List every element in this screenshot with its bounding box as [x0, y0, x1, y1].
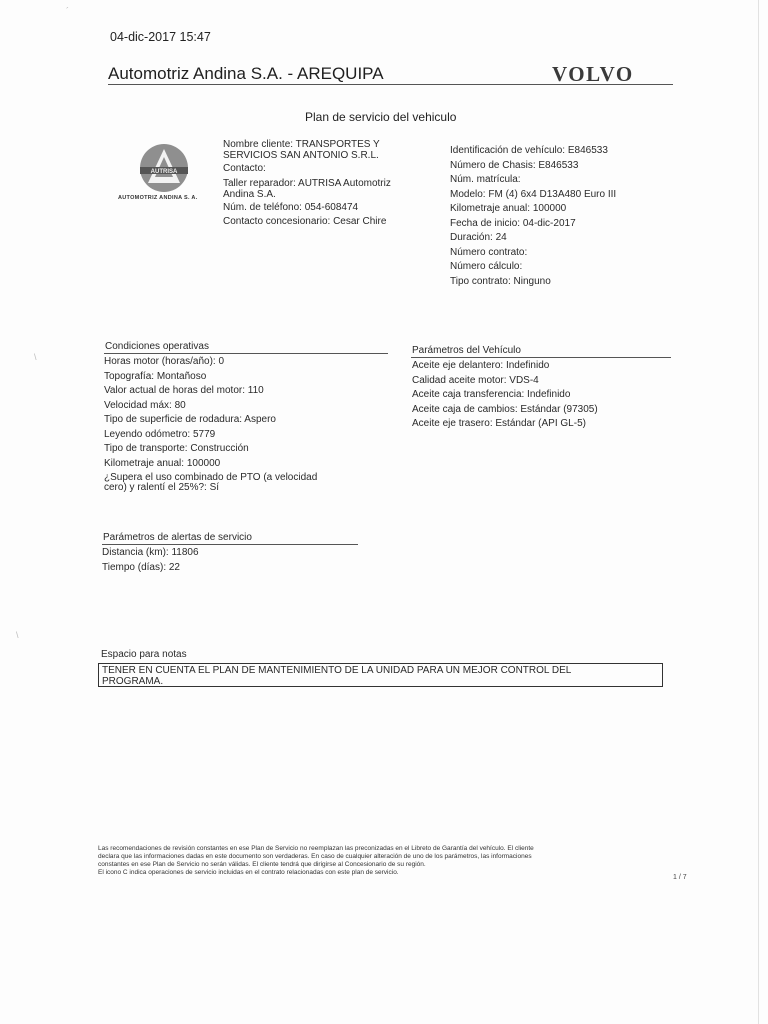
workshop-line2: Andina S.A. [223, 188, 276, 200]
vehicle-param-item: Aceite caja de cambios: Estándar (97305) [412, 403, 598, 415]
print-timestamp: 04-dic-2017 15:47 [110, 30, 211, 44]
client-contact: Contacto: [223, 163, 266, 174]
notes-line1: TENER EN CUENTA EL PLAN DE MANTENIMIENTO DE LA UNIDAD PARA UN MEJOR CONTROL DEL [102, 665, 572, 676]
vehicle-param-item: Aceite eje trasero: Estándar (API GL-5) [412, 418, 586, 429]
footer-line: Las recomendaciones de revisión constantes en ese Plan de Servicio no reemplazan las preconizadas en el Libreto de Garantía del vehículo. El cliente [98, 845, 534, 852]
scan-mark: \ [16, 630, 19, 640]
vehicle-param-item: Aceite caja transferencia: Indefinido [412, 389, 571, 400]
company-name: Automotriz Andina S.A. - AREQUIPA [108, 64, 384, 83]
footer-line: constantes en ese Plan de Servicio no serán válidas. El cliente tendrá que dirigirse al Concesionario de su región. [98, 861, 426, 868]
operating-condition-item: Topografía: Montañoso [104, 370, 207, 382]
pto-question-line1: ¿Supera el uso combinado de PTO (a velocidad [104, 472, 318, 483]
vehicle-plate: Núm. matrícula: [450, 174, 521, 185]
vehicle-param-item: Aceite eje delantero: Indefinido [412, 360, 550, 371]
footer-disclaimer [98, 845, 658, 877]
operating-condition-item: Tipo de transporte: Construcción [104, 443, 249, 454]
logo-caption: AUTOMOTRIZ ANDINA S. A. [118, 195, 198, 201]
vehicle-annual-km: Kilometraje anual: 100000 [450, 203, 567, 214]
calc-number: Número cálculo: [450, 261, 523, 272]
alert-params-rule [102, 544, 358, 545]
client-name-line2: SERVICIOS SAN ANTONIO S.R.L. [223, 150, 379, 161]
pto-question-line2: cero) y ralentí el 25%?: Sí [104, 481, 220, 493]
vehicle-chassis: Número de Chasis: E846533 [450, 159, 579, 171]
notes-box [98, 663, 663, 687]
vehicle-model: Modelo: FM (4) 6x4 D13A480 Euro III [450, 188, 617, 200]
operating-condition-item: Tipo de superficie de rodadura: Aspero [104, 414, 276, 425]
header-divider [108, 84, 673, 85]
contract-number: Número contrato: [450, 246, 528, 258]
alert-params-list [102, 546, 199, 575]
page-margin-line [758, 0, 759, 1024]
alert-time: Tiempo (días): 22 [102, 561, 180, 573]
scan-mark: ´ [66, 6, 69, 16]
operating-condition-item: Kilometraje anual: 100000 [104, 457, 221, 469]
client-name-line1: Nombre cliente: TRANSPORTES Y [223, 139, 380, 150]
client-phone: Núm. de teléfono: 054-608474 [223, 201, 359, 213]
notes-title: Espacio para notas [101, 649, 187, 660]
alert-distance: Distancia (km): 11806 [102, 547, 199, 558]
vehicle-identification: Identificación de vehículo: E846533 [450, 145, 608, 156]
operating-condition-item: Velocidad máx: 80 [104, 399, 186, 411]
logo-text: AUTRISA [150, 169, 178, 175]
page-title: Plan de servicio del vehiculo [305, 110, 457, 124]
page-number: 1 / 7 [673, 874, 687, 881]
footer-line: El icono C indica operaciones de servicio incluidas en el contrato relacionadas con este plan de servicio. [98, 869, 399, 876]
volvo-logo: VOLVO [552, 62, 634, 86]
dealer-contact: Contacto concesionario: Cesar Chire [223, 216, 387, 227]
operating-condition-item: Valor actual de horas del motor: 110 [104, 385, 264, 396]
vehicle-params-list [412, 359, 598, 432]
vehicle-info [450, 144, 616, 289]
notes-line2: PROGRAMA. [102, 675, 164, 687]
vehicle-params-title: Parámetros del Vehículo [412, 345, 521, 356]
vehicle-start-date: Fecha de inicio: 04-dic-2017 [450, 217, 576, 229]
operating-conditions-title: Condiciones operativas [105, 341, 209, 352]
workshop-line1: Taller reparador: AUTRISA Automotriz [223, 177, 391, 189]
contract-type: Tipo contrato: Ninguno [450, 275, 551, 287]
operating-conditions-list [104, 355, 317, 493]
vehicle-param-item: Calidad aceite motor: VDS-4 [412, 374, 539, 386]
alert-params-title: Parámetros de alertas de servicio [103, 532, 252, 543]
operating-condition-item: Horas motor (horas/año): 0 [104, 356, 225, 367]
operating-condition-item: Leyendo odómetro: 5779 [104, 428, 216, 440]
operating-conditions-rule [104, 353, 388, 354]
footer-line: declara que las informaciones dadas en este documento son verdaderas. En caso de cualquier alteración de uno de los parámetros, las informaciones [98, 853, 532, 860]
vehicle-params-rule [411, 357, 671, 358]
scan-mark: \ [34, 352, 37, 362]
client-info [223, 140, 391, 230]
vehicle-duration: Duración: 24 [450, 232, 507, 243]
